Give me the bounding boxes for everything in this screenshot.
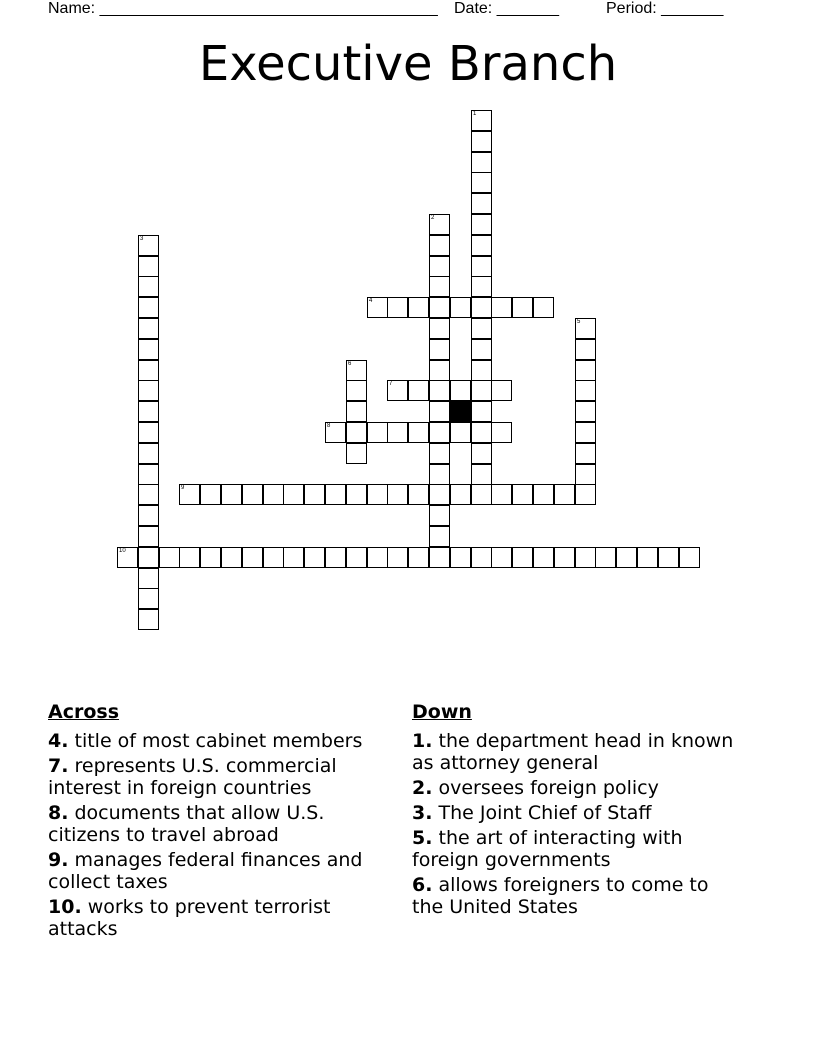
clue-text: represents U.S. commercial interest in foreign countries	[48, 755, 337, 799]
answer-cell[interactable]	[429, 401, 450, 422]
answer-cell[interactable]	[242, 484, 263, 505]
answer-cell[interactable]	[408, 422, 429, 443]
answer-cell[interactable]	[304, 547, 325, 568]
answer-cell[interactable]	[221, 484, 242, 505]
down-clue	[412, 874, 742, 918]
answer-cell[interactable]	[575, 339, 596, 360]
answer-cell[interactable]	[471, 443, 492, 464]
answer-cell[interactable]	[429, 547, 450, 568]
answer-cell[interactable]	[346, 360, 367, 381]
cell-number: 7	[389, 381, 393, 387]
answer-cell[interactable]	[471, 172, 492, 193]
answer-cell[interactable]	[595, 547, 616, 568]
answer-cell[interactable]	[138, 464, 159, 485]
answer-cell[interactable]	[679, 547, 700, 568]
answer-cell[interactable]	[575, 443, 596, 464]
clue-text: the art of interacting with foreign governments	[412, 827, 683, 871]
answer-cell[interactable]	[575, 401, 596, 422]
answer-cell[interactable]	[138, 443, 159, 464]
answer-cell[interactable]	[138, 609, 159, 630]
answer-cell[interactable]	[471, 256, 492, 277]
answer-cell[interactable]	[533, 547, 554, 568]
answer-cell[interactable]	[471, 339, 492, 360]
answer-cell[interactable]	[471, 152, 492, 173]
answer-cell[interactable]	[221, 547, 242, 568]
cell-number: 9	[181, 485, 185, 491]
answer-cell[interactable]	[138, 568, 159, 589]
across-clue	[48, 896, 388, 940]
clue-number: 5.	[412, 827, 433, 849]
answer-cell[interactable]	[533, 484, 554, 505]
answer-cell[interactable]	[512, 297, 533, 318]
answer-cell[interactable]	[450, 380, 471, 401]
answer-cell[interactable]	[138, 484, 159, 505]
down-clues	[412, 700, 742, 921]
answer-cell[interactable]	[429, 318, 450, 339]
answer-cell[interactable]	[575, 464, 596, 485]
answer-cell[interactable]	[138, 526, 159, 547]
clue-text: The Joint Chief of Staff	[432, 802, 652, 824]
answer-cell[interactable]	[138, 422, 159, 443]
answer-cell[interactable]	[346, 484, 367, 505]
down-clue	[412, 802, 742, 824]
clue-number: 7.	[48, 755, 69, 777]
answer-cell[interactable]	[471, 131, 492, 152]
answer-cell[interactable]	[200, 547, 221, 568]
clue-number: 9.	[48, 849, 69, 871]
answer-cell[interactable]	[491, 484, 512, 505]
across-clue-list	[48, 730, 388, 940]
answer-cell[interactable]	[533, 297, 554, 318]
clue-number: 1.	[412, 730, 433, 752]
answer-cell[interactable]	[429, 360, 450, 381]
answer-cell[interactable]	[346, 401, 367, 422]
answer-cell[interactable]	[637, 547, 658, 568]
answer-cell[interactable]	[242, 547, 263, 568]
answer-cell[interactable]	[491, 380, 512, 401]
clue-number: 6.	[412, 874, 433, 896]
clue-text: works to prevent terrorist attacks	[48, 896, 331, 940]
answer-cell[interactable]	[491, 422, 512, 443]
date-field-label[interactable]: Date: _______	[454, 0, 559, 17]
answer-cell[interactable]	[408, 380, 429, 401]
answer-cell[interactable]	[179, 547, 200, 568]
answer-cell[interactable]	[408, 297, 429, 318]
answer-cell[interactable]	[429, 214, 450, 235]
answer-cell[interactable]	[346, 380, 367, 401]
cell-number: 2	[431, 215, 435, 221]
answer-cell[interactable]	[283, 547, 304, 568]
answer-cell[interactable]	[138, 256, 159, 277]
answer-cell[interactable]	[304, 484, 325, 505]
clue-number: 3.	[412, 802, 433, 824]
clue-text: manages federal finances and collect taxes	[48, 849, 363, 893]
across-clue	[48, 802, 388, 846]
cell-number: 1	[473, 111, 477, 117]
name-field-label[interactable]: Name: ______________________________________	[48, 0, 438, 17]
black-square	[450, 401, 471, 422]
answer-cell[interactable]	[179, 484, 200, 505]
answer-cell[interactable]	[429, 484, 450, 505]
answer-cell[interactable]	[658, 547, 679, 568]
answer-cell[interactable]	[471, 422, 492, 443]
answer-cell[interactable]	[138, 547, 159, 568]
page-title: Executive Branch	[198, 36, 618, 92]
cell-number: 5	[577, 319, 581, 325]
down-clue-list	[412, 730, 742, 918]
answer-cell[interactable]	[408, 484, 429, 505]
answer-cell[interactable]	[138, 235, 159, 256]
across-clue	[48, 730, 388, 752]
answer-cell[interactable]	[450, 422, 471, 443]
answer-cell[interactable]	[387, 422, 408, 443]
answer-cell[interactable]	[200, 484, 221, 505]
clue-number: 4.	[48, 730, 69, 752]
answer-cell[interactable]	[491, 547, 512, 568]
answer-cell[interactable]	[575, 360, 596, 381]
clue-text: title of most cabinet members	[68, 730, 363, 752]
answer-cell[interactable]	[138, 276, 159, 297]
answer-cell[interactable]	[429, 235, 450, 256]
answer-cell[interactable]	[471, 401, 492, 422]
answer-cell[interactable]	[471, 297, 492, 318]
answer-cell[interactable]	[575, 318, 596, 339]
answer-cell[interactable]	[138, 505, 159, 526]
down-heading: Down	[412, 701, 472, 723]
answer-cell[interactable]	[325, 547, 346, 568]
answer-cell[interactable]	[471, 464, 492, 485]
clue-text: documents that allow U.S. citizens to travel abroad	[48, 802, 325, 846]
answer-cell[interactable]	[429, 380, 450, 401]
cell-number: 8	[327, 423, 331, 429]
cell-number: 6	[348, 361, 352, 367]
answer-cell[interactable]	[138, 588, 159, 609]
across-heading: Across	[48, 701, 120, 723]
answer-cell[interactable]	[429, 256, 450, 277]
answer-cell[interactable]	[138, 339, 159, 360]
answer-cell[interactable]	[429, 443, 450, 464]
answer-cell[interactable]	[429, 422, 450, 443]
answer-cell[interactable]	[387, 380, 408, 401]
clue-text: the department head in known as attorney general	[412, 730, 734, 774]
answer-cell[interactable]	[138, 380, 159, 401]
answer-cell[interactable]	[367, 547, 388, 568]
answer-cell[interactable]	[471, 360, 492, 381]
answer-cell[interactable]	[429, 505, 450, 526]
answer-cell[interactable]	[450, 484, 471, 505]
answer-cell[interactable]	[471, 193, 492, 214]
answer-cell[interactable]	[346, 422, 367, 443]
answer-cell[interactable]	[138, 297, 159, 318]
answer-cell[interactable]	[471, 547, 492, 568]
answer-cell[interactable]	[491, 297, 512, 318]
answer-cell[interactable]	[471, 214, 492, 235]
cell-number: 10	[119, 548, 126, 554]
answer-cell[interactable]	[471, 110, 492, 131]
answer-cell[interactable]	[387, 484, 408, 505]
answer-cell[interactable]	[387, 547, 408, 568]
answer-cell[interactable]	[471, 318, 492, 339]
down-clue	[412, 777, 742, 799]
across-clue	[48, 755, 388, 799]
cell-number: 4	[369, 298, 373, 304]
clue-text: oversees foreign policy	[432, 777, 659, 799]
answer-cell[interactable]	[408, 547, 429, 568]
answer-cell[interactable]	[471, 235, 492, 256]
across-clues	[48, 700, 388, 943]
answer-cell[interactable]	[346, 547, 367, 568]
answer-cell[interactable]	[367, 484, 388, 505]
answer-cell[interactable]	[283, 484, 304, 505]
answer-cell[interactable]	[367, 297, 388, 318]
answer-cell[interactable]	[471, 484, 492, 505]
answer-cell[interactable]	[325, 422, 346, 443]
answer-cell[interactable]	[325, 484, 346, 505]
cell-number: 3	[140, 236, 144, 242]
answer-cell[interactable]	[367, 422, 388, 443]
answer-cell[interactable]	[471, 380, 492, 401]
answer-cell[interactable]	[138, 360, 159, 381]
answer-cell[interactable]	[346, 443, 367, 464]
across-clue	[48, 849, 388, 893]
answer-cell[interactable]	[554, 547, 575, 568]
answer-cell[interactable]	[138, 401, 159, 422]
clue-number: 8.	[48, 802, 69, 824]
answer-cell[interactable]	[429, 464, 450, 485]
down-clue	[412, 827, 742, 871]
answer-cell[interactable]	[512, 484, 533, 505]
answer-cell[interactable]	[429, 276, 450, 297]
clue-text: allows foreigners to come to the United States	[412, 874, 709, 918]
answer-cell[interactable]	[512, 547, 533, 568]
answer-cell[interactable]	[263, 484, 284, 505]
answer-cell[interactable]	[450, 547, 471, 568]
answer-cell[interactable]	[575, 484, 596, 505]
answer-cell[interactable]	[263, 547, 284, 568]
clue-number: 2.	[412, 777, 433, 799]
answer-cell[interactable]	[471, 276, 492, 297]
answer-cell[interactable]	[387, 297, 408, 318]
answer-cell[interactable]	[117, 547, 138, 568]
period-field-label[interactable]: Period: _______	[606, 0, 724, 17]
answer-cell[interactable]	[575, 380, 596, 401]
answer-cell[interactable]	[616, 547, 637, 568]
answer-cell[interactable]	[554, 484, 575, 505]
down-clue	[412, 730, 742, 774]
answer-cell[interactable]	[429, 339, 450, 360]
answer-cell[interactable]	[575, 422, 596, 443]
answer-cell[interactable]	[575, 547, 596, 568]
answer-cell[interactable]	[159, 547, 180, 568]
answer-cell[interactable]	[138, 318, 159, 339]
answer-cell[interactable]	[450, 297, 471, 318]
clue-number: 10.	[48, 896, 82, 918]
answer-cell[interactable]	[429, 297, 450, 318]
answer-cell[interactable]	[429, 526, 450, 547]
